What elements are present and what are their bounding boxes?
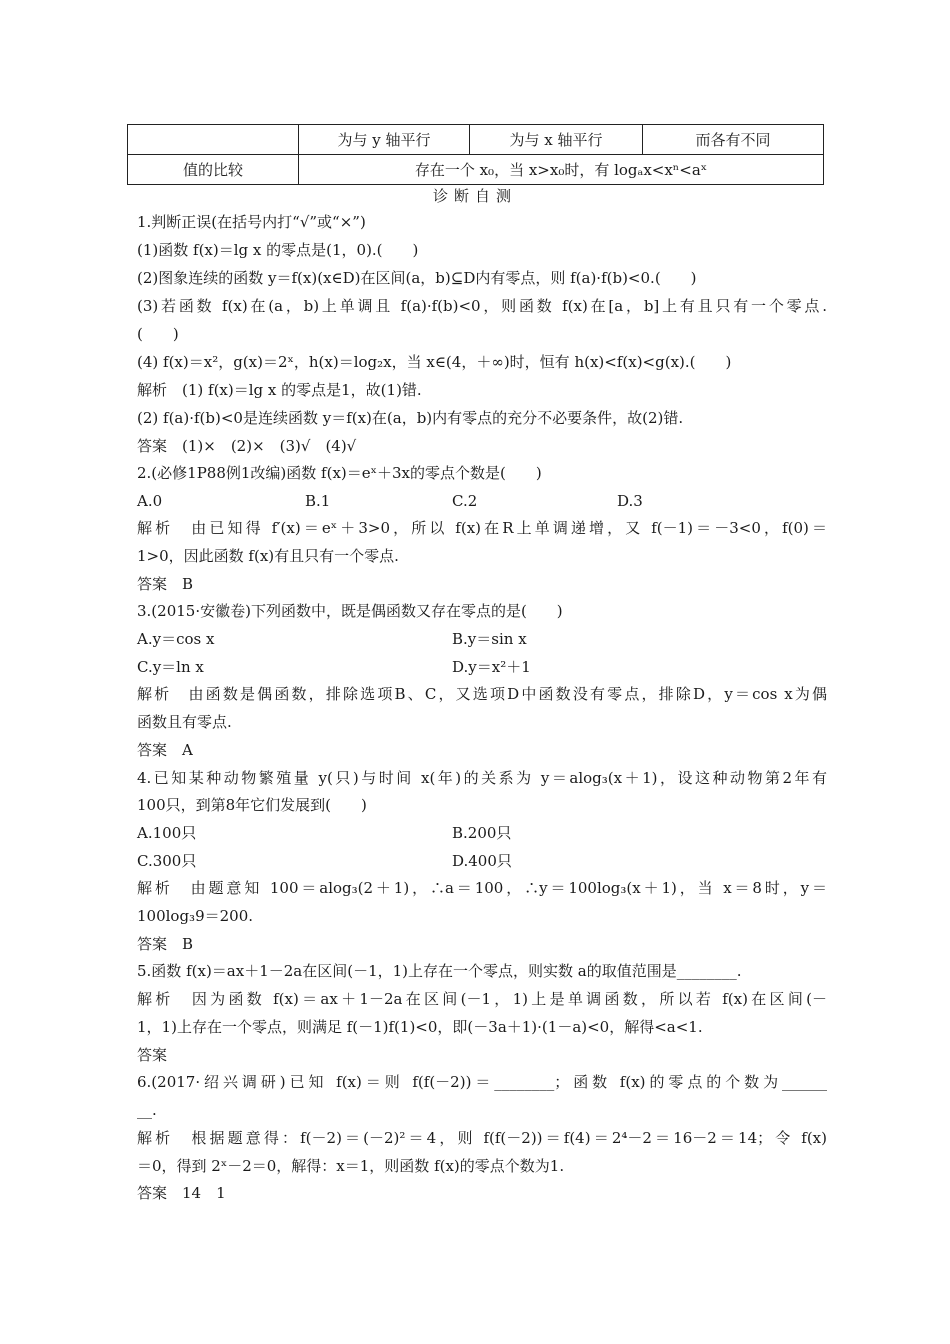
option-d: D.y＝x²＋1 (452, 658, 531, 676)
text-line: 100只，到第8年它们发展到( ) (137, 796, 367, 814)
text-line: 答案 B (137, 935, 194, 953)
option-a: A.0 (137, 492, 163, 510)
text-line: 解析 由已知得 f′(x)＝eˣ＋3>0，所以 f(x)在R上单调递增，又 f(－1)＝－3<0，f(0)＝ (137, 519, 827, 537)
text-line: __. (137, 1101, 157, 1119)
table-cell: 而各有不同 (643, 125, 824, 155)
table-row (128, 155, 824, 185)
text-line: ( ) (137, 325, 179, 343)
text-line: 解析 根据题意得：f(－2)＝(－2)²＝4，则 f(f(－2))＝f(4)＝2⁴－2＝16－2＝14；令 f(x) (137, 1129, 827, 1147)
text-line: 4.已知某种动物繁殖量 y(只)与时间 x(年)的关系为 y＝alog₃(x＋1)，设这种动物第2年有 (137, 769, 827, 787)
table-cell: 为与 y 轴平行 (299, 125, 470, 155)
option-c: C.y＝ln x (137, 658, 204, 676)
option-a: A.y＝cos x (137, 630, 215, 648)
comparison-table (127, 124, 824, 185)
option-d: D.400只 (452, 852, 512, 870)
text-line: 1，1)上存在一个零点，则满足 f(－1)f(1)<0，即(－3a＋1)·(1－a)<0，解得<a<1. (137, 1018, 703, 1036)
text-line: (2) f(a)·f(b)<0是连续函数 y＝f(x)在(a，b)内有零点的充分不必要条件，故(2)错. (137, 409, 684, 427)
option-b: B.y＝sin x (452, 630, 527, 648)
text-line: ＝0，得到 2ˣ－2＝0，解得：x＝1，则函数 f(x)的零点个数为1. (137, 1157, 565, 1175)
text-line: 函数且有零点. (137, 713, 232, 731)
text-line: (3)若函数 f(x)在(a，b)上单调且 f(a)·f(b)<0，则函数 f(x)在[a，b]上有且只有一个零点. (137, 297, 827, 315)
text-line: (4) f(x)＝x²，g(x)＝2ˣ，h(x)＝log₂x，当 x∈(4，＋∞)时，恒有 h(x)<f(x)<g(x).( ) (137, 353, 732, 371)
text-line: (1)函数 f(x)＝lg x 的零点是(1，0).( ) (137, 241, 419, 259)
text-line: 2.(必修1P88例1改编)函数 f(x)＝eˣ＋3x的零点个数是( ) (137, 464, 542, 482)
table-cell: 值的比较 (128, 155, 299, 185)
text-line: 3.(2015·安徽卷)下列函数中，既是偶函数又存在零点的是( ) (137, 602, 563, 620)
table-cell (128, 125, 299, 155)
text-line: 解析 (1) f(x)＝lg x 的零点是1，故(1)错. (137, 381, 422, 399)
text-line: 答案 A (137, 741, 193, 759)
table-row (128, 125, 824, 155)
option-b: B.200只 (452, 824, 512, 842)
text-line: 5.函数 f(x)＝ax＋1－2a在区间(－1，1)上存在一个零点，则实数 a的取值范围是________. (137, 962, 742, 980)
text-line: 1>0，因此函数 f(x)有且只有一个零点. (137, 547, 399, 565)
option-b: B.1 (305, 492, 331, 510)
text-line: 6.(2017·绍兴调研)已知 f(x)＝则 f(f(－2))＝________；函数 f(x)的零点的个数为______ (137, 1073, 827, 1091)
table-cell: 为与 x 轴平行 (470, 125, 643, 155)
text-line: 解析 由题意知 100＝alog₃(2＋1)，∴a＝100，∴y＝100log₃(x＋1)，当 x＝8时，y＝ (137, 879, 827, 897)
text-line: 答案 B (137, 575, 194, 593)
text-line: 答案 (1)× (2)× (3)√ (4)√ (137, 437, 357, 455)
option-a: A.100只 (137, 824, 197, 842)
option-c: C.300只 (137, 852, 197, 870)
table-cell: 存在一个 x₀，当 x>x₀时，有 logₐx<xⁿ<aˣ (299, 155, 824, 185)
section-heading: 诊断自测 (432, 187, 517, 205)
text-line: 答案 (137, 1046, 168, 1064)
text-line: 答案 14 1 (137, 1184, 226, 1202)
text-line: 解析 因为函数 f(x)＝ax＋1－2a在区间(－1，1)上是单调函数，所以若 f(x)在区间(－ (137, 990, 827, 1008)
text-line: 1.判断正误(在括号内打“√”或“×”) (137, 213, 366, 231)
text-line: (2)图象连续的函数 y＝f(x)(x∈D)在区间(a，b)⊆D内有零点，则 f(a)·f(b)<0.( ) (137, 269, 697, 287)
option-d: D.3 (617, 492, 643, 510)
text-line: 解析 由函数是偶函数，排除选项B、C，又选项D中函数没有零点，排除D，y＝cos x为偶 (137, 685, 827, 703)
text-line: 100log₃9＝200. (137, 907, 254, 925)
option-c: C.2 (452, 492, 478, 510)
